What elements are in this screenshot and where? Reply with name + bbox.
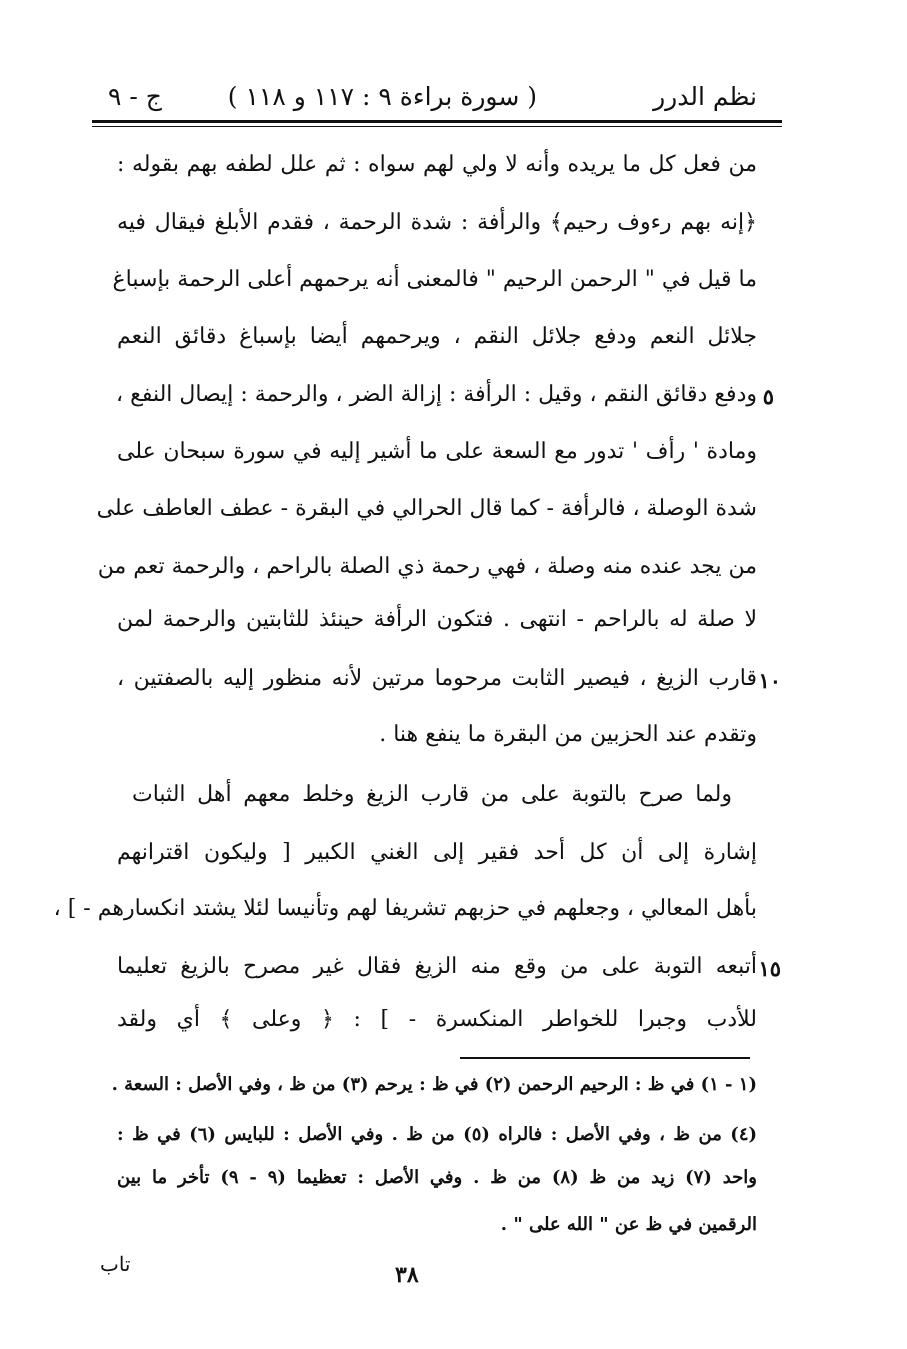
footnote-line: واحد (٧) زيد من ظ (٨) من ظ . وفي الأصل : تعظيما (٩ - ٩) تأخر ما بين [117, 1167, 757, 1188]
body-line: لا صلة له بالراحم - انتهى . فتكون الرأفة حينئذ للثابتين والرحمة لمن [117, 607, 757, 632]
body-line: ومادة ' رأف ' تدور مع السعة على ما أشير إليه في سورة سبحان على [117, 439, 757, 464]
body-line: شدة الوصلة ، فالرأفة - كما قال الحرالي في البقرة - عطف العاطف على [96, 496, 757, 521]
body-line: بأهل المعالي ، وجعلهم في حزبهم تشريفا لهم وتأنيسا لئلا يشتد انكسارهم - ] ، [53, 896, 757, 921]
body-line: جلائل النعم ودفع جلائل النقم ، ويرحمهم أيضا بإسباغ دقائق النعم [117, 324, 757, 349]
body-line: من فعل كل ما يريده وأنه لا ولي لهم سواه : ثم علل لطفه بهم بقوله : [117, 152, 757, 177]
body-line: إشارة إلى أن كل أحد فقير إلى الغني الكبير [ وليكون اقترانهم [117, 840, 757, 865]
footnote-line: الرقمين في ظ عن " الله على " . [500, 1214, 757, 1235]
body-line: أتبعه التوبة على من وقع منه الزيغ فقال غير مصرح بالزيغ تعليما [117, 954, 757, 979]
line-number: ١٠ [758, 668, 781, 693]
header-book-title: نظم الدرر [653, 82, 757, 111]
body-line: وتقدم عند الحزبين من البقرة ما ينفع هنا . [379, 722, 757, 747]
body-line: قارب الزيغ ، فيصير الثابت مرحوما مرتين لأنه منظور إليه بالصفتين ، [117, 666, 757, 691]
header-rule [92, 120, 782, 123]
header-surah-reference: ( سورة براءة ٩ : ١١٧ و ١١٨ ) [227, 82, 537, 111]
line-number: ٥ [762, 384, 774, 409]
footnote-rule [460, 1057, 750, 1059]
footnote-line: (٤) من ظ ، وفي الأصل : فالراه (٥) من ظ . وفي الأصل : للبايس (٦) في ظ : [117, 1124, 758, 1145]
body-line: ﴿إنه بهم رءوف رحيم﴾ والرأفة : شدة الرحمة ، فقدم الأبلغ فيقال فيه [117, 210, 757, 235]
page-number: ٣٨ [395, 1262, 419, 1288]
body-line: ولما صرح بالتوبة على من قارب الزيغ وخلط معهم أهل الثبات [132, 782, 732, 807]
header-volume: ج - ٩ [108, 82, 162, 111]
body-line: من يجد عنده منه وصلة ، فهي رحمة ذي الصلة بالراحم ، والرحمة تعم من [97, 554, 757, 579]
header-rule-thin [92, 126, 782, 127]
footnote-line: (١ - ١) في ظ : الرحيم الرحمن (٢) في ظ : يرحم (٣) من ظ ، وفي الأصل : السعة . [111, 1074, 757, 1095]
body-line: ودفع دقائق النقم ، وقيل : الرأفة : إزالة الضر ، والرحمة : إيصال النفع ، [116, 382, 757, 407]
body-line: للأدب وجبرا للخواطر المنكسرة - ] : ﴿ وعلى ﴾ أي ولقد [117, 1007, 757, 1032]
catchword: تاب [100, 1252, 131, 1276]
line-number: ١٥ [758, 956, 781, 981]
body-line: ما قيل في " الرحمن الرحيم " فالمعنى أنه يرحمهم أعلى الرحمة بإسباغ [112, 267, 757, 292]
